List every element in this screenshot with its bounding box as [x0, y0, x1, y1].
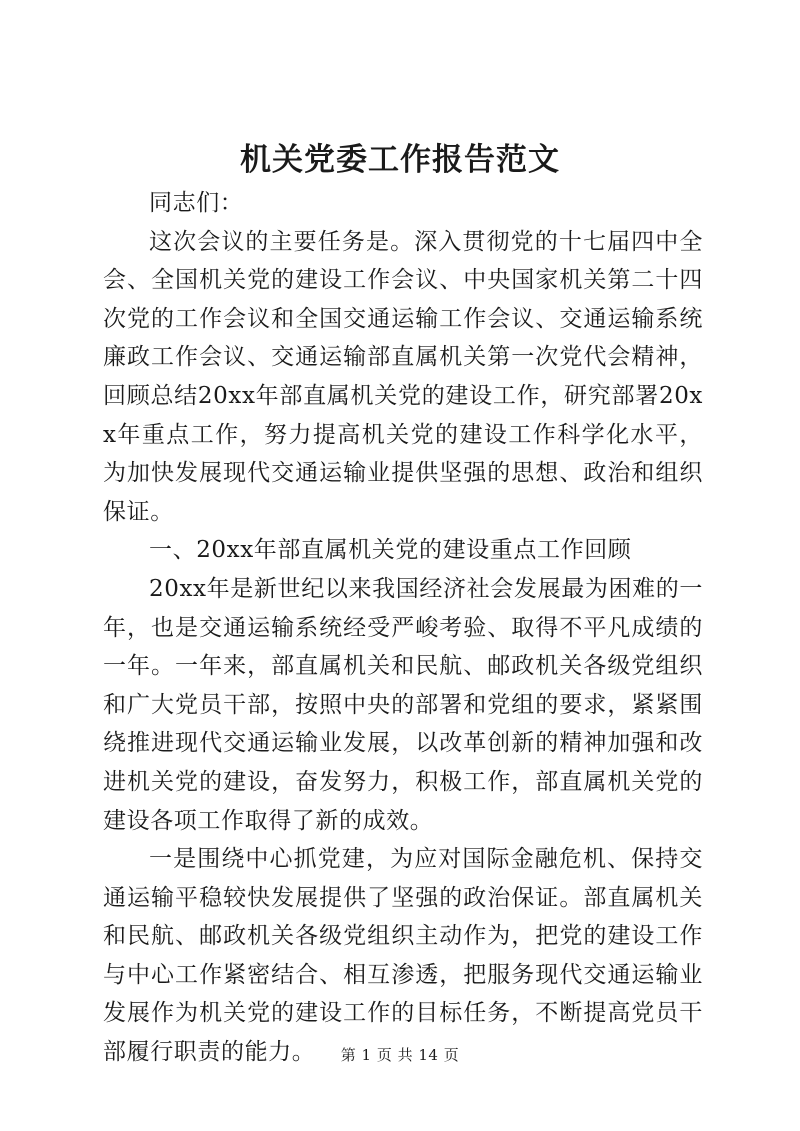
page-footer: 第 1 页 共 14 页: [340, 1046, 460, 1064]
paragraph-meeting-tasks: 这次会议的主要任务是。深入贯彻党的十七届四中全会、全国机关党的建设工作会议、中央国家机关第二十四次党的工作会议和全国交通运输工作会议、交通运输系统廉政工作会议、交通运输部直属机关第一次党代会精神，回顾总结20xx年部直属机关党的建设工作，研究部署20xx年重点工作，努力提高机关党的建设工作科学化水平，为加快发展现代交通运输业提供坚强的思想、政治和组织保证。: [103, 228, 703, 525]
document-body: [103, 184, 703, 1072]
document-title: 机关党委工作报告范文: [240, 142, 560, 178]
paragraph-point-one: 一是围绕中心抓党建，为应对国际金融危机、保持交通运输平稳较快发展提供了坚强的政治保证。部直属机关和民航、邮政机关各级党组织主动作为，把党的建设工作与中心工作紧密结合、相互渗透，把服务现代交通运输业发展作为机关党的建设工作的目标任务，不断提高党员干部履行职责的能力。: [103, 846, 703, 1066]
section-heading-review: 一、20xx年部直属机关党的建设重点工作回顾: [149, 537, 632, 564]
paragraph-year-review: 20xx年是新世纪以来我国经济社会发展最为困难的一年，也是交通运输系统经受严峻考验、取得不平凡成绩的一年。一年来，部直属机关和民航、邮政机关各级党组织和广大党员干部，按照中央的部署和党组的要求，紧紧围绕推进现代交通运输业发展，以改革创新的精神加强和改进机关党的建设，奋发努力，积极工作，部直属机关党的建设各项工作取得了新的成效。: [103, 575, 703, 834]
salutation: 同志们：: [149, 190, 244, 216]
